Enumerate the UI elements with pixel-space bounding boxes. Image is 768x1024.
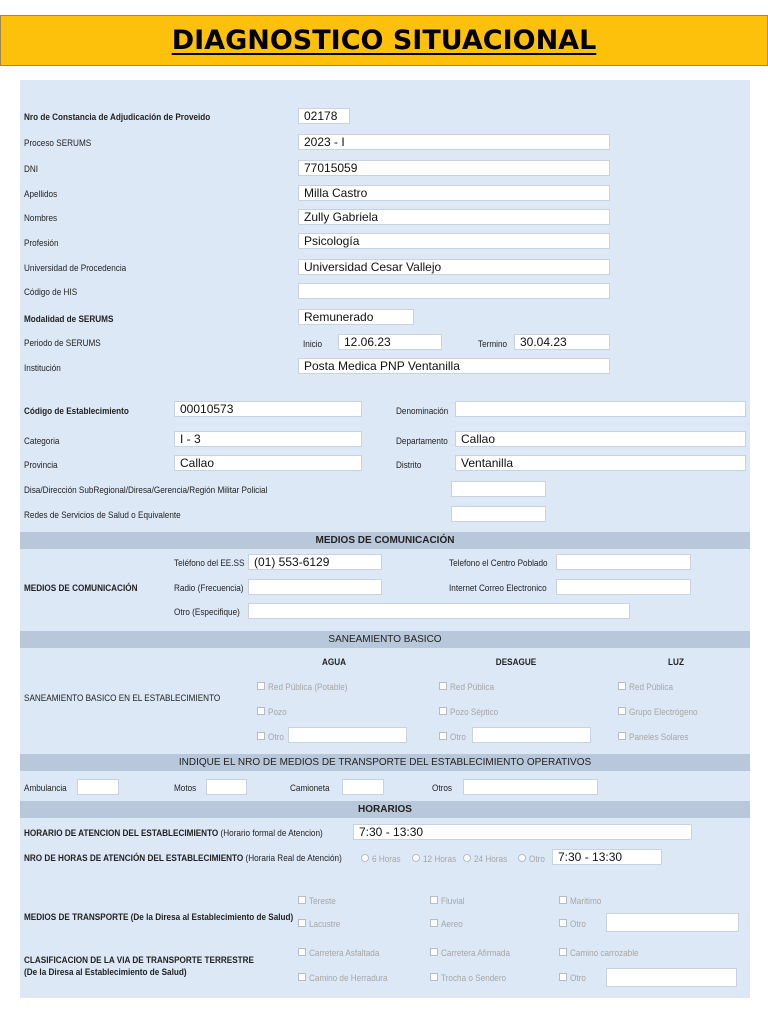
horas-6-radio[interactable] [361,854,369,862]
herradura-label: Camino de Herradura [309,973,388,984]
motos-field[interactable] [206,779,247,795]
redes-label: Redes de Servicios de Salud o Equivalente [24,510,181,521]
radio-field[interactable] [248,579,382,595]
horas-24-radio[interactable] [463,854,471,862]
carrozable-label: Camino carrozable [570,948,639,959]
apellidos-field[interactable]: Milla Castro [298,185,610,201]
modalidad-field[interactable]: Remunerado [298,309,414,325]
horas-otro-label: Otro [529,854,545,865]
maritimo-checkbox[interactable] [559,896,567,904]
medios-transporte-label [24,912,293,923]
saneamiento-section-title: SANEAMIENTO BASICO [328,634,442,645]
universidad-label: Universidad de Procedencia [24,263,127,274]
dni-field[interactable]: 77015059 [298,160,610,176]
apellidos-label: Apellidos [24,189,58,200]
agua-title: AGUA [321,657,347,668]
periodo-label: Periodo de SERUMS [24,338,101,349]
telefono-label: Teléfono del EE.SS [174,558,245,569]
luz-red-checkbox[interactable] [618,682,626,690]
disa-field[interactable] [451,481,546,497]
horarios-section-bar [20,801,750,818]
clasificacion-label-2: (De la Diresa al Establecimiento de Salud) [24,967,187,978]
transporte-section-title: INDIQUE EL NRO DE MEDIOS DE TRANSPORTE DEL ESTABLECIMIENTO OPERATIVOS [178,757,592,768]
nombres-field[interactable]: Zully Gabriela [298,209,610,225]
horas-12-label: 12 Horas [423,854,457,865]
via-otro-label: Otro [570,973,586,984]
medios-transporte-label-bold: MEDIOS DE TRANSPORTE [24,912,129,923]
telefono-cp-label: Telefono el Centro Poblado [449,558,548,569]
horas-otro-field[interactable]: 7:30 - 13:30 [552,849,662,865]
nro-horas-label-bold: NRO DE HORAS DE ATENCIÓN DEL ESTABLECIMIENTO [24,853,244,864]
telefono-cp-field[interactable] [556,554,691,570]
distrito-field[interactable]: Ventanilla [455,455,746,471]
nro-horas-label-note: (Horaria Real de Atención) [245,853,342,864]
provincia-field[interactable]: Callao [174,455,362,471]
asfaltada-checkbox[interactable] [298,948,306,956]
otros-label: Otros [432,783,452,794]
agua-otro-label: Otro [268,732,284,743]
via-otro-field[interactable] [606,968,737,987]
agua-pozo-label: Pozo [268,707,287,718]
camioneta-field[interactable] [342,779,384,795]
ambulancia-field[interactable] [77,779,119,795]
agua-pozo-checkbox[interactable] [257,707,265,715]
dni-label: DNI [24,164,39,175]
desague-red-label: Red Pública [450,682,495,693]
desague-otro-checkbox[interactable] [439,732,447,740]
header-banner [0,15,768,66]
clasificacion-label-1: CLASIFICACION DE LA VIA DE TRANSPORTE TERRESTRE [24,955,254,966]
horas-6-label: 6 Horas [372,854,401,865]
otro-com-field[interactable] [248,603,630,619]
his-field[interactable] [298,283,610,299]
otros-field[interactable] [463,779,598,795]
categoria-label: Categoria [24,436,60,447]
lacustre-checkbox[interactable] [298,919,306,927]
redes-field[interactable] [451,506,546,522]
maritimo-label: Maritimo [570,896,602,907]
desague-title: DESAGUE [495,657,537,668]
desague-pozo-label: Pozo Séptico [450,707,499,718]
lacustre-label: Lacustre [309,919,341,930]
proceso-label: Proceso SERUMS [24,138,92,149]
aereo-label: Aereo [441,919,463,930]
agua-red-checkbox[interactable] [257,682,265,690]
radio-label: Radio (Frecuencia) [174,583,244,594]
inicio-label: Inicio [303,339,323,350]
luz-title: LUZ [668,657,684,668]
profesion-label: Profesión [24,238,59,249]
horario-atencion-label-note: (Horario formal de Atencion) [220,828,323,839]
transporte-otro-checkbox[interactable] [559,919,567,927]
horas-24-label: 24 Horas [474,854,508,865]
codigo-label: Código de Establecimiento [24,406,129,417]
inicio-field[interactable]: 12.06.23 [338,334,442,350]
luz-grupo-label: Grupo Electrógeno [629,707,698,718]
desague-otro-field[interactable] [472,727,591,743]
terrestre-checkbox[interactable] [298,896,306,904]
denominacion-label: Denominación [396,406,449,417]
trocha-label: Trocha o Sendero [441,973,507,984]
transporte-otro-label: Otro [570,919,586,930]
agua-otro-field[interactable] [288,727,407,743]
page-title: DIAGNOSTICO SITUACIONAL [171,25,597,56]
desague-pozo-checkbox[interactable] [439,707,447,715]
distrito-label: Distrito [396,460,422,471]
modalidad-label: Modalidad de SERUMS [24,314,114,325]
internet-label: Internet Correo Electronico [449,583,547,594]
constancia-field[interactable]: 02178 [298,108,350,124]
asfaltada-label: Carretera Asfaltada [309,948,380,959]
ambulancia-label: Ambulancia [24,783,67,794]
luz-grupo-checkbox[interactable] [618,707,626,715]
saneamiento-section-bar [20,631,750,648]
desague-otro-label: Otro [450,732,466,743]
aereo-checkbox[interactable] [430,919,438,927]
termino-label: Termino [478,339,508,350]
nro-horas-label [24,853,342,864]
horario-atencion-label-bold: HORARIO DE ATENCION DEL ESTABLECIMIENTO [24,828,219,839]
departamento-label: Departamento [396,436,448,447]
fluvial-checkbox[interactable] [430,896,438,904]
otro-com-label: Otro (Especifique) [174,607,240,618]
transporte-section-bar [20,754,750,771]
horario-atencion-label [24,828,323,839]
profesion-field[interactable]: Psicología [298,233,610,249]
form-panel [20,80,750,998]
fluvial-label: Fluvial [441,896,465,907]
constancia-label: Nro de Constancia de Adjudicación de Proveido [24,112,211,123]
disa-label: Disa/Dirección SubRegional/Diresa/Gerencia/Región Militar Policial [24,485,268,496]
codigo-field[interactable]: 00010573 [174,401,362,417]
saneamiento-label: SANEAMIENTO BASICO EN EL ESTABLECIMIENTO [24,693,221,704]
carrozable-checkbox[interactable] [559,948,567,956]
telefono-field[interactable]: (01) 553-6129 [248,554,382,570]
horas-otro-radio[interactable] [518,854,526,862]
trocha-checkbox[interactable] [430,973,438,981]
camioneta-label: Camioneta [290,783,330,794]
desague-red-checkbox[interactable] [439,682,447,690]
luz-paneles-checkbox[interactable] [618,732,626,740]
institucion-label: Institución [24,363,61,374]
medios-section-title: MEDIOS DE COMUNICACIÓN [315,535,455,546]
via-otro-checkbox[interactable] [559,973,567,981]
motos-label: Motos [174,783,197,794]
medios-transporte-label-note: (De la Diresa al Establecimiento de Salud) [130,912,294,923]
institucion-field[interactable]: Posta Medica PNP Ventanilla [298,358,610,374]
departamento-field[interactable]: Callao [455,431,746,447]
proceso-field[interactable]: 2023 - I [298,134,610,150]
horario-atencion-field[interactable]: 7:30 - 13:30 [353,824,692,840]
provincia-label: Provincia [24,460,58,471]
agua-otro-checkbox[interactable] [257,732,265,740]
terrestre-label: Tereste [309,896,336,907]
luz-red-label: Red Pública [629,682,674,693]
categoria-field[interactable]: I - 3 [174,431,362,447]
afirmada-label: Carretera Afirmada [441,948,511,959]
agua-red-label: Red Pública (Potable) [268,682,348,693]
internet-field[interactable] [556,579,691,595]
herradura-checkbox[interactable] [298,973,306,981]
his-label: Código de HIS [24,287,78,298]
afirmada-checkbox[interactable] [430,948,438,956]
denominacion-field[interactable] [455,401,746,417]
horas-12-radio[interactable] [412,854,420,862]
transporte-otro-field[interactable] [606,913,739,932]
termino-field[interactable]: 30.04.23 [514,334,610,350]
nombres-label: Nombres [24,213,58,224]
luz-paneles-label: Paneles Solares [629,732,689,743]
universidad-field[interactable]: Universidad Cesar Vallejo [298,259,610,275]
medios-section-bar [20,532,750,549]
medios-label: MEDIOS DE COMUNICACIÓN [24,583,138,594]
horarios-section-title: HORARIOS [358,804,412,815]
